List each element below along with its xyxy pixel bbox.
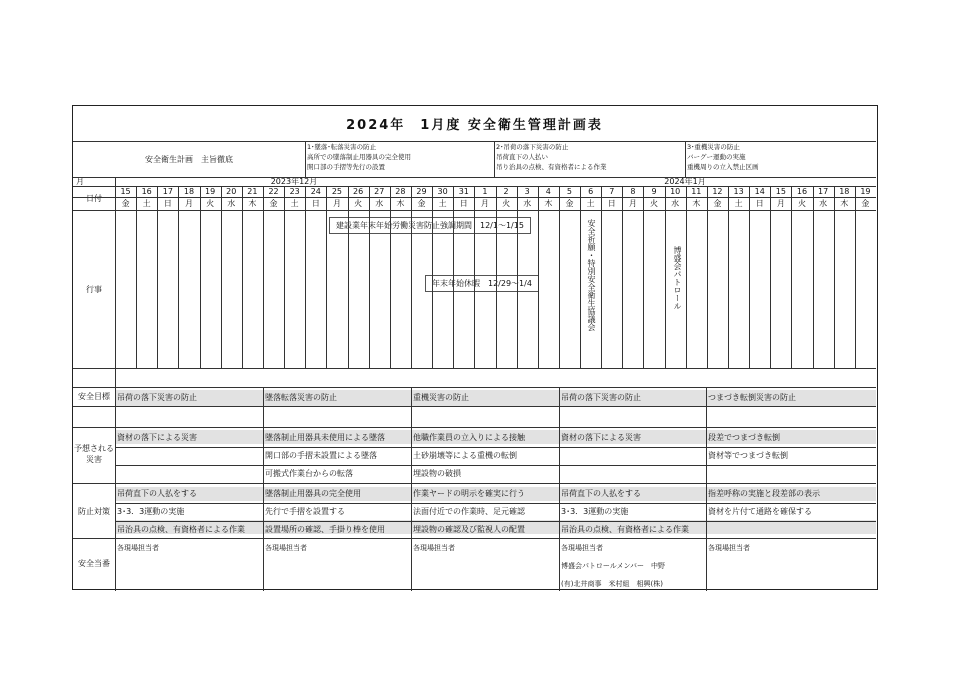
day-divider	[749, 186, 750, 368]
day-number: 25	[331, 187, 343, 196]
measure-cell: 先行で手摺を設置する	[265, 507, 345, 516]
day-divider	[242, 186, 243, 368]
month-label: 月	[76, 177, 84, 186]
v-rule	[305, 141, 306, 177]
h-rule	[73, 427, 876, 428]
events-label: 行事	[86, 284, 102, 294]
hazard-cell: 土砂崩壊等による重機の転倒	[413, 451, 517, 460]
measure-cell: 墜落制止用器具の完全使用	[265, 489, 361, 498]
h-rule	[73, 387, 876, 388]
weekday: 木	[544, 199, 553, 208]
weekday: 金	[417, 199, 426, 208]
policy-line: 高所での墜落制止用器具の完全使用	[307, 153, 411, 161]
v-rule	[685, 141, 686, 177]
policy-line: 3･重機災害の防止	[687, 143, 740, 151]
measure-cell: 指差呼称の実施と段差部の表示	[708, 489, 820, 498]
measure-cell: 3･3．3運動の実施	[561, 507, 629, 516]
day-divider	[326, 186, 327, 368]
day-number: 20	[226, 187, 237, 196]
h-rule	[73, 538, 876, 539]
weekday: 土	[734, 199, 743, 208]
measure-cell: 作業ヤードの明示を確実に行う	[413, 489, 525, 498]
sheet-title: 2024年 1月度 安全衛生管理計画表	[346, 118, 603, 133]
duty-cell: 各現場担当者	[413, 543, 455, 552]
measure-cell: 設置場所の確認、手掛り棒を使用	[265, 525, 385, 534]
weekday: 金	[565, 199, 574, 208]
day-number: 18	[183, 187, 195, 196]
weekday: 金	[861, 199, 870, 208]
day-divider	[686, 186, 687, 368]
h-rule	[73, 177, 876, 178]
goal-cell: 吊荷の落下災害の防止	[117, 393, 197, 402]
day-divider	[221, 186, 222, 368]
day-number: 11	[691, 187, 702, 196]
duty-cell: 博盛会パトロールメンバー 中野	[561, 561, 666, 570]
day-divider	[580, 186, 581, 368]
weekday: 日	[607, 199, 616, 208]
hazard-cell: 他職作業員の立入りによる接触	[413, 433, 525, 442]
day-divider	[791, 186, 792, 368]
weekday: 火	[650, 199, 659, 208]
weekday: 日	[459, 199, 468, 208]
day-number: 9	[651, 187, 657, 196]
measure-cell: 3･3．3運動の実施	[117, 507, 185, 516]
day-divider	[559, 186, 560, 368]
measure-cell: 吊荷直下の人払をする	[117, 489, 197, 498]
weekday: 火	[354, 199, 363, 208]
day-divider	[453, 186, 454, 368]
day-divider	[305, 186, 306, 368]
plan-title: 安全衛生計画 主旨徹底	[145, 154, 233, 164]
weekday: 土	[142, 199, 151, 208]
day-divider	[496, 186, 497, 368]
day-number: 23	[289, 187, 300, 196]
day-number: 29	[416, 187, 427, 196]
hazard-cell	[559, 465, 706, 482]
day-number: 19	[860, 187, 871, 196]
weekday: 木	[248, 199, 257, 208]
day-number: 5	[566, 187, 573, 196]
day-number: 3	[524, 187, 530, 196]
day-divider	[390, 186, 391, 368]
hazard-cell: 資材の落下による災害	[117, 433, 197, 442]
day-number: 26	[352, 187, 364, 196]
hazard-cell: 資材等でつまづき転倒	[708, 451, 788, 460]
date-label: 日付	[86, 193, 102, 203]
hazard-cell: 墜落制止用器具未使用による墜落	[265, 433, 385, 442]
hazard-cell: 可搬式作業台からの転落	[265, 469, 353, 478]
day-number: 21	[247, 187, 258, 196]
measure-cell: 資材を片付て通路を確保する	[708, 507, 812, 516]
day-number: 7	[609, 187, 615, 196]
day-number: 22	[268, 187, 279, 196]
day-number: 19	[205, 187, 216, 196]
weekday: 土	[586, 199, 595, 208]
day-number: 13	[733, 187, 744, 196]
weekday: 水	[227, 199, 236, 208]
prayer-event: 安全祈願・特別安全衛生協議会	[587, 219, 596, 331]
section-divider	[263, 387, 264, 591]
day-divider	[200, 186, 201, 368]
day-divider	[157, 186, 158, 368]
weekday: 日	[311, 199, 320, 208]
goal-cell: 重機災害の防止	[413, 393, 469, 402]
goal-cell: つまづき転倒災害の防止	[708, 393, 796, 402]
h-rule-minor	[115, 447, 876, 448]
weekday: 水	[671, 199, 680, 208]
dec-month-label: 2023年12月	[270, 176, 318, 186]
day-number: 12	[712, 187, 723, 196]
hazard-cell: 資材の落下による災害	[561, 433, 641, 442]
day-number: 15	[775, 187, 786, 196]
day-number: 27	[374, 187, 385, 196]
jan-month-label: 2024年1月	[664, 176, 706, 186]
day-divider	[474, 186, 475, 368]
hazard-cell	[115, 447, 263, 464]
section-divider	[706, 387, 707, 591]
hazard-cell: 開口部の手摺未設置による墜落	[265, 451, 377, 460]
day-divider	[538, 186, 539, 368]
day-number: 4	[545, 187, 551, 196]
h-rule	[73, 141, 876, 142]
v-rule	[494, 141, 495, 177]
day-divider	[263, 186, 264, 368]
v-rule	[115, 177, 116, 591]
measure-cell: 吊治具の点検、有資格者による作業	[117, 525, 245, 534]
weekday: 金	[269, 199, 278, 208]
goal-cell: 吊荷の落下災害の防止	[561, 393, 641, 402]
policy-line: バーグー運動の実施	[687, 153, 746, 161]
weekday: 日	[755, 199, 764, 208]
day-divider	[178, 186, 179, 368]
day-number: 18	[839, 187, 850, 196]
weekday: 金	[121, 199, 130, 208]
day-divider	[136, 186, 137, 368]
policy-line: 吊り治具の点検、有資格者による作業	[496, 163, 607, 171]
day-number: 2	[503, 187, 509, 196]
day-divider	[770, 186, 771, 368]
day-divider	[855, 186, 856, 368]
weekday: 火	[502, 199, 511, 208]
campaign-period-box: 建設業年末年始労働災害防止強調期間 12/1～1/15	[329, 217, 531, 234]
day-divider	[728, 186, 729, 368]
hazard-label: 予想される災害	[74, 444, 114, 464]
day-divider	[665, 186, 666, 368]
h-rule	[73, 483, 876, 484]
day-divider	[411, 186, 412, 368]
weekday: 水	[375, 199, 384, 208]
day-divider	[834, 186, 835, 368]
day-divider	[284, 186, 285, 368]
policy-line: 吊荷直下の人払い	[496, 153, 548, 161]
weekday: 水	[819, 199, 828, 208]
policy-line: 1･墜落･転落災害の防止	[307, 143, 377, 151]
day-divider	[643, 186, 644, 368]
weekday: 日	[163, 199, 172, 208]
h-rule	[73, 406, 876, 407]
section-divider	[559, 387, 560, 591]
duty-label: 安全当番	[78, 559, 110, 568]
weekday: 木	[396, 199, 405, 208]
day-number: 24	[310, 187, 321, 196]
day-number: 8	[630, 187, 636, 196]
weekday: 火	[206, 199, 215, 208]
goal-cell: 墜落転落災害の防止	[265, 393, 337, 402]
weekday: 月	[628, 199, 637, 208]
day-number: 16	[796, 187, 808, 196]
duty-cell: 各現場担当者	[117, 543, 159, 552]
day-divider	[707, 186, 708, 368]
safety-plan-sheet	[72, 105, 878, 590]
h-rule-minor	[115, 465, 876, 466]
h-rule	[73, 368, 876, 369]
hazard-cell: 埋設物の破損	[413, 469, 461, 478]
h-rule-minor	[115, 503, 876, 504]
policy-line: 開口部の手摺等先行の設置	[307, 163, 385, 171]
day-number: 10	[670, 187, 681, 196]
weekday: 月	[332, 199, 341, 208]
weekday: 土	[290, 199, 299, 208]
weekday: 金	[713, 199, 722, 208]
holiday-period-box: 年末年始休暇 12/29～1/4	[425, 275, 539, 292]
day-divider	[369, 186, 370, 368]
hazard-cell	[559, 447, 706, 464]
weekday: 月	[480, 199, 489, 208]
hazard-cell	[706, 465, 876, 482]
weekday: 火	[798, 199, 806, 208]
day-number: 6	[588, 187, 594, 196]
duty-cell: 各現場担当者	[561, 543, 603, 552]
day-divider	[348, 186, 349, 368]
weekday: 月	[184, 199, 193, 208]
section-divider	[411, 387, 412, 591]
day-number: 30	[437, 187, 448, 196]
weekday: 木	[692, 199, 701, 208]
duty-cell: (有)北井商事 米村組 相興(株)	[561, 579, 663, 588]
day-divider	[622, 186, 623, 368]
measure-label: 防止対策	[78, 506, 110, 516]
weekday: 月	[776, 199, 785, 208]
day-divider	[517, 186, 518, 368]
day-number: 17	[162, 187, 173, 196]
weekday: 木	[840, 199, 849, 208]
measure-cell: 吊治具の点検、有資格者による作業	[561, 525, 689, 534]
h-rule-minor	[115, 521, 876, 522]
day-number: 15	[120, 187, 131, 196]
goal-label: 安全目標	[78, 392, 110, 401]
duty-cell: 各現場担当者	[708, 543, 750, 552]
measure-cell: 吊荷直下の人払をする	[561, 489, 641, 498]
day-number: 1	[482, 187, 488, 196]
measure-cell: 埋設物の確認及び監視人の配置	[413, 525, 525, 534]
day-divider	[813, 186, 814, 368]
duty-cell: 各現場担当者	[265, 543, 307, 552]
measure-cell: 法面付近での作業時、足元確認	[413, 507, 525, 516]
patrol-event: 博盛会パトロール	[673, 246, 682, 310]
hazard-cell	[115, 465, 263, 482]
policy-line: 重機周りの立入禁止区画	[687, 163, 759, 171]
weekday: 水	[523, 199, 532, 208]
hazard-cell: 段差でつまづき転倒	[708, 433, 780, 442]
weekday: 土	[438, 199, 447, 208]
policy-line: 2･吊荷の落下災害の防止	[496, 143, 569, 151]
day-number: 31	[458, 187, 469, 196]
day-divider	[601, 186, 602, 368]
day-number: 17	[818, 187, 829, 196]
day-number: 14	[754, 187, 765, 196]
measure-cell	[706, 521, 876, 538]
day-divider	[432, 186, 433, 368]
day-number: 28	[395, 187, 406, 196]
day-number: 16	[141, 187, 152, 196]
